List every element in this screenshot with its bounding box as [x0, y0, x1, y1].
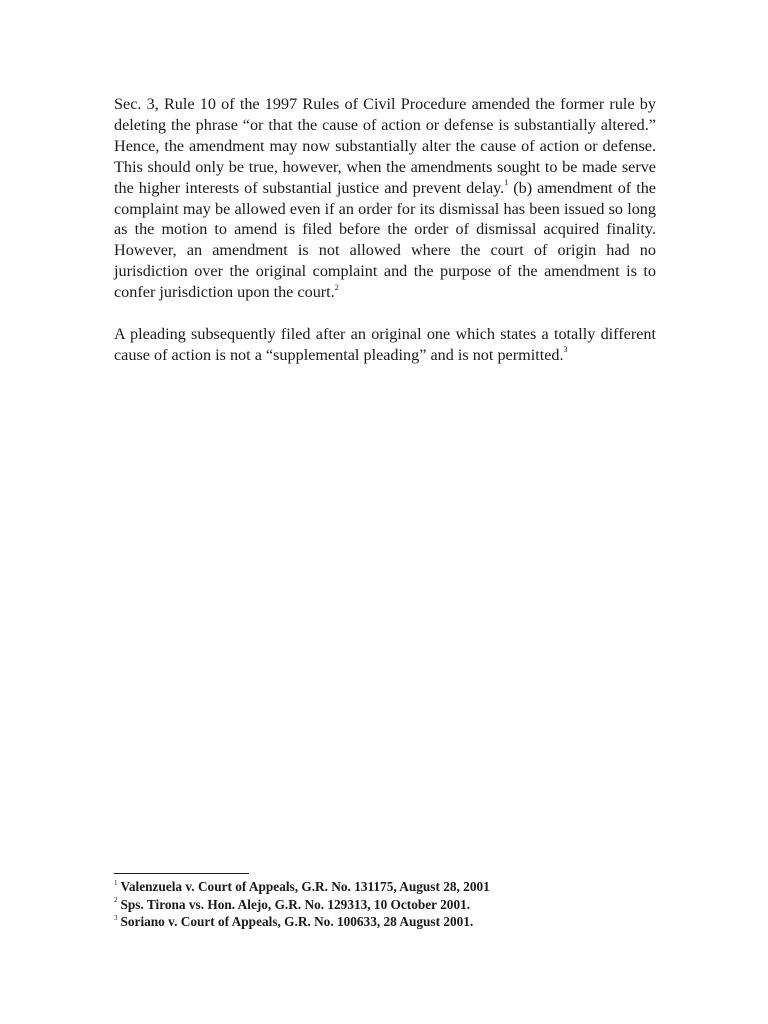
- paragraph-1-text-b: (b) amendment of the complaint may be allowed even if an order for its dismissal has been issued so long as the motion to amend is filed before the order of dismissal acquired finality. However, an amendment is not allowed where the court of origin had no jurisdiction over the original complaint and the purpose of the amendment is to confer jurisdiction upon the court.: [114, 178, 656, 302]
- footnote-1: [114, 878, 674, 896]
- paragraph-1: [114, 94, 656, 303]
- footnote-ref-3: 3: [563, 345, 568, 355]
- footnotes: [114, 878, 674, 931]
- footnote-ref-2: 2: [334, 282, 339, 292]
- footnote-1-text: Valenzuela v. Court of Appeals, G.R. No. 131175, August 28, 2001: [120, 879, 490, 894]
- footnote-ref-1: 1: [504, 178, 509, 188]
- footnote-3-text: Soriano v. Court of Appeals, G.R. No. 100633, 28 August 2001.: [120, 914, 474, 930]
- paragraph-2-text: A pleading subsequently filed after an original one which states a totally different cause of action is not a “supplemental pleading” and is not permitted.: [114, 324, 656, 364]
- footnote-1-number: 1: [114, 878, 118, 887]
- footnote-3-number: 3: [114, 913, 118, 922]
- footnote-2-number: 2: [114, 896, 118, 905]
- footnote-separator: [114, 873, 249, 874]
- body-text: [114, 94, 656, 366]
- footnote-2: [114, 896, 674, 914]
- footnote-2-text: Sps. Tirona vs. Hon. Alejo, G.R. No. 129313, 10 October 2001.: [120, 896, 471, 912]
- paragraph-1-text-a: Sec. 3, Rule 10 of the 1997 Rules of Civil Procedure amended the former rule by deleting the phrase “or that the cause of action or defense is substantially altered.” Hence, the amendment may now substantially alter the cause of action or defense. This should only be true, however, when the amendments sought to be made serve the higher interests of substantial justice and prevent delay.: [114, 95, 656, 197]
- footnote-3: [114, 913, 674, 931]
- paragraph-2: [114, 324, 656, 366]
